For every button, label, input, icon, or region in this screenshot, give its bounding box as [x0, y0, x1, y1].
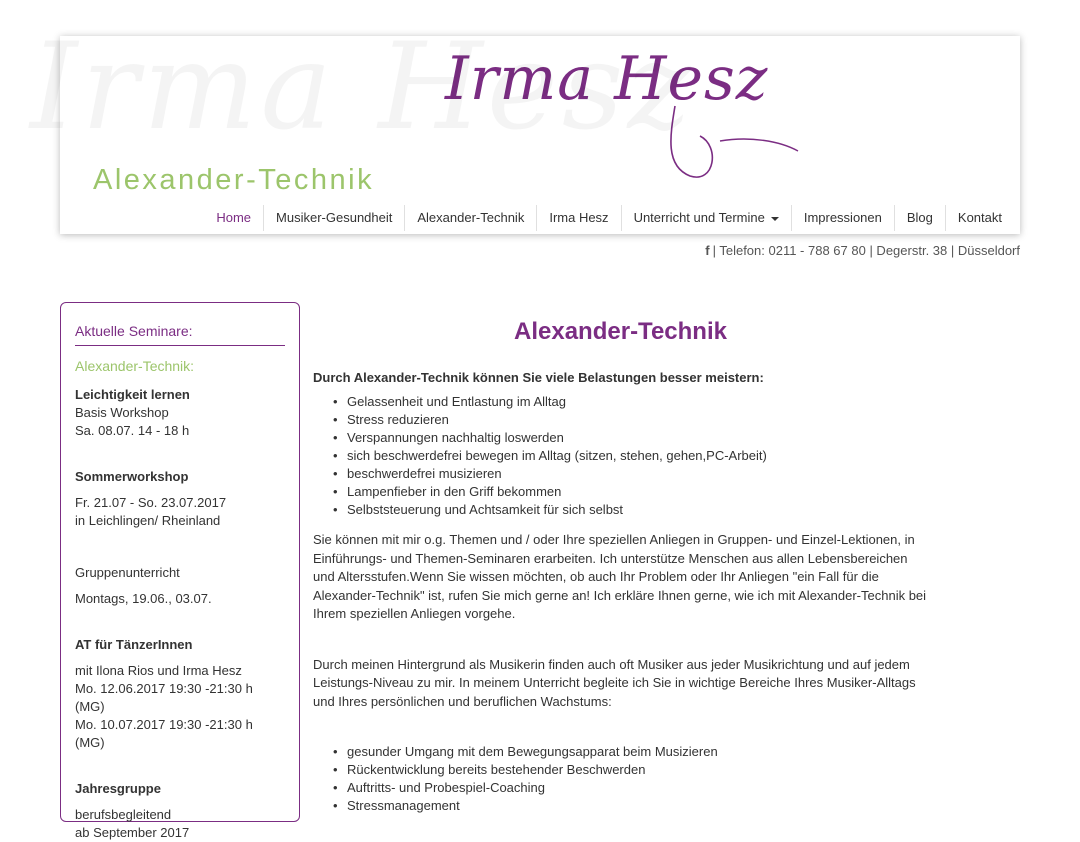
intro-paragraph: Sie können mit mir o.g. Themen und / oder Ihre speziellen Anliegen in Gruppen- und Einzel-Lektionen, in Einführungs- und Themen-Seminaren erarbeiten. Ich unterstütze Menschen aus allen Lebensbereichen und Altersstufen.Wenn Sie wissen möchten, ob auch Ihr Problem oder Ihr Anliegen "ein Fall für die Alexander-Technik" ist, rufen Sie mich gerne an! Ich erkläre Ihnen gerne, wie ich mit Alexander-Technik bei Ihrem speziellen Anliegen vorgehe.: [313, 532, 927, 621]
main-content: [313, 318, 928, 815]
site-logo-signature[interactable]: Irma Hesz: [445, 44, 769, 114]
nav-item-home[interactable]: Home: [216, 210, 252, 225]
list-item: • Auftritts- und Probespiel-Coaching: [333, 779, 928, 797]
contact-info: | Telefon: 0211 - 788 67 80 | Degerstr. 38 | Düsseldorf: [712, 243, 1020, 258]
seminar-sommerworkshop: [75, 468, 285, 530]
signature-flourish-icon: [660, 96, 800, 186]
list-item: • Selbststeuerung und Achtsamkeit für sich selbst: [333, 501, 928, 519]
list-item: • sich beschwerdefrei bewegen im Alltag (sitzen, stehen, gehen,PC-Arbeit): [333, 447, 928, 465]
seminar-taenzer: [75, 636, 285, 752]
nav-item-impressionen[interactable]: Impressionen: [791, 205, 894, 231]
nav-item-unterricht-und-termine[interactable]: [621, 205, 791, 231]
seminar-line: Fr. 21.07 - So. 23.07.2017: [75, 495, 227, 510]
seminar-line: Sa. 08.07. 14 - 18 h: [75, 423, 190, 438]
musician-benefits-list: [333, 743, 928, 815]
nav-item-irma-hesz[interactable]: Irma Hesz: [536, 205, 620, 231]
seminar-line: ab September 2017: [75, 825, 190, 840]
list-item: • Gelassenheit und Entlastung im Alltag: [333, 393, 928, 411]
seminar-title: Leichtigkeit lernen: [75, 387, 190, 402]
seminar-gruppenunterricht: [75, 564, 285, 608]
seminar-jahresgruppe: [75, 780, 285, 842]
contact-bar: [705, 243, 1020, 258]
seminar-line: Mo. 12.06.2017 19:30 -21:30 h (MG): [75, 681, 253, 714]
seminar-line: Mo. 10.07.2017 19:30 -21:30 h (MG): [75, 717, 253, 750]
nav-item-blog[interactable]: Blog: [894, 205, 945, 231]
musician-paragraph: Durch meinen Hintergrund als Musikerin finden auch oft Musiker aus jeder Musikrichtung und auf jedem Leistungs-Niveau zu mir. In meinem Unterricht begleite ich Sie in wichtige Bereiche Ihres Musiker-Alltags und Ihres persönlichen und beruflichen Wachstums:: [313, 656, 916, 709]
seminar-line: Montags, 19.06., 03.07.: [75, 591, 212, 606]
list-item: • Lampenfieber in den Griff bekommen: [333, 483, 928, 501]
seminar-leichtigkeit: [75, 386, 285, 440]
seminar-title: Jahresgruppe: [75, 781, 161, 796]
seminar-title: Sommerworkshop: [75, 469, 189, 484]
main-navigation: [204, 203, 1014, 233]
nav-item-alexander-technik[interactable]: Alexander-Technik: [404, 205, 536, 231]
seminar-line: berufsbegleitend: [75, 807, 172, 822]
list-item: • Verspannungen nachhaltig loswerden: [333, 429, 928, 447]
seminar-line: mit Ilona Rios und Irma Hesz: [75, 663, 242, 678]
lead-text: Durch Alexander-Technik können Sie viele Belastungen besser meistern:: [313, 370, 764, 385]
site-subtitle: Alexander-Technik: [93, 164, 375, 196]
nav-item-kontakt[interactable]: Kontakt: [945, 205, 1014, 231]
list-item: • gesunder Umgang mit dem Bewegungsapparat beim Musizieren: [333, 743, 928, 761]
seminar-sidebar: [60, 302, 300, 840]
sidebar-subtitle: Alexander-Technik:: [75, 358, 195, 374]
list-item: • Stress reduzieren: [333, 411, 928, 429]
seminar-line: Basis Workshop: [75, 405, 169, 420]
benefits-list: [333, 393, 928, 519]
list-item: • Rückentwicklung bereits bestehender Beschwerden: [333, 761, 928, 779]
seminar-line: in Leichlingen/ Rheinland: [75, 513, 221, 528]
site-header: [60, 36, 1020, 234]
page-title: Alexander-Technik: [514, 318, 727, 345]
facebook-icon[interactable]: f: [705, 243, 710, 258]
nav-item-musiker-gesundheit[interactable]: Musiker-Gesundheit: [263, 205, 404, 231]
list-item: • Stressmanagement: [333, 797, 928, 815]
list-item: • beschwerdefrei musizieren: [333, 465, 928, 483]
nav-item-unterricht-label: Unterricht und Termine: [633, 210, 765, 225]
sidebar-title: Aktuelle Seminare:: [75, 323, 285, 346]
caret-down-icon: [771, 217, 779, 221]
seminar-line: Gruppenunterricht: [75, 565, 180, 580]
seminar-title: AT für TänzerInnen: [75, 637, 193, 652]
